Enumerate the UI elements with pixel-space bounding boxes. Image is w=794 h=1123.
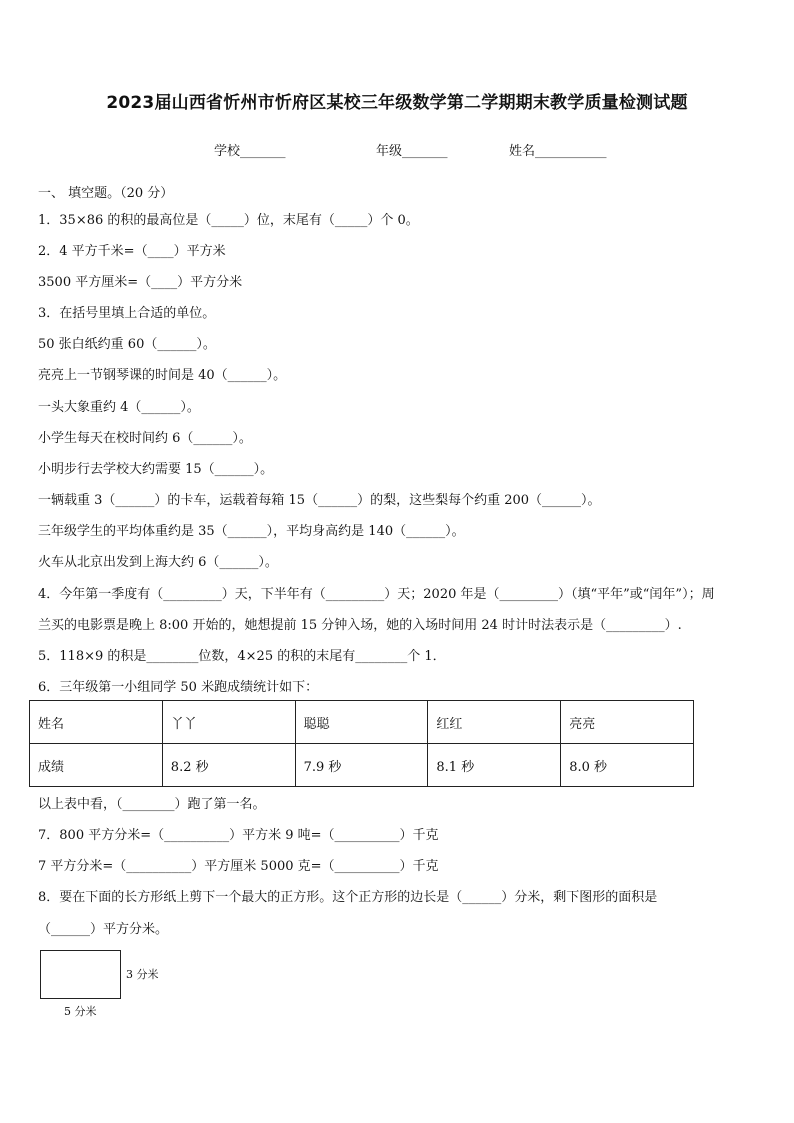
question-3-item: 小明步行去学校大约需要 15（______）。	[38, 462, 274, 477]
results-table	[29, 700, 694, 787]
question-6-prompt: 6．三年级第一小组同学 50 米跑成绩统计如下：	[38, 680, 319, 695]
table-row	[30, 701, 694, 744]
table-cell: 姓名	[30, 701, 163, 744]
table-cell: 7.9 秒	[295, 744, 428, 787]
question-3-item: 一头大象重约 4（______）。	[38, 400, 200, 415]
table-cell: 红红	[428, 701, 561, 744]
question-3-item: 小学生每天在校时间约 6（______）。	[38, 431, 252, 446]
rectangle-figure	[40, 950, 121, 999]
question-3-item: 三年级学生的平均体重约是 35（______），平均身高约是 140（______）。	[38, 524, 465, 539]
question-8-line-1: 8．要在下面的长方形纸上剪下一个最大的正方形。这个正方形的边长是（______）分米，剩下图形的面积是	[38, 890, 658, 905]
table-cell: 聪聪	[295, 701, 428, 744]
question-8-line-2: （______）平方分米。	[38, 922, 169, 937]
table-cell: 亮亮	[561, 701, 694, 744]
question-7-line-2: 7 平方分米=（__________）平方厘米 5000 克=（__________）千克	[38, 859, 439, 874]
school-field: 学校_______	[214, 144, 286, 159]
question-3-item: 一辆载重 3（______）的卡车，运载着每箱 15（______）的梨，这些梨每个约重 200（______）。	[38, 493, 601, 508]
rectangle-width-label: 5 分米	[64, 1005, 97, 1018]
question-2-line-1: 2．4 平方千米=（____）平方米	[38, 244, 226, 259]
page-title: 2023届山西省忻州市忻府区某校三年级数学第二学期期末教学质量检测试题	[106, 93, 688, 113]
table-cell: 成绩	[30, 744, 163, 787]
question-3-prompt: 3．在括号里填上合适的单位。	[38, 306, 216, 321]
table-cell: 8.0 秒	[561, 744, 694, 787]
table-row	[30, 744, 694, 787]
question-7-line-1: 7．800 平方分米=（__________）平方米 9 吨=（__________）千克	[38, 828, 439, 843]
question-4-line-1: 4．今年第一季度有（_________）天，下半年有（_________）天；2020 年是（_________）（填“平年”或“闰年”）；周	[38, 587, 715, 602]
question-1: 1．35×86 的积的最高位是（_____）位，末尾有（_____）个 0。	[38, 213, 419, 228]
grade-field: 年级_______	[376, 144, 448, 159]
rectangle-height-label: 3 分米	[126, 968, 159, 981]
name-field: 姓名___________	[509, 144, 607, 159]
question-3-item: 50 张白纸约重 60（______）。	[38, 337, 216, 352]
question-2-line-2: 3500 平方厘米=（____）平方分米	[38, 275, 243, 290]
section-heading: 一、 填空题。（20 分）	[38, 186, 174, 201]
question-3-item: 火车从北京出发到上海大约 6（______）。	[38, 555, 278, 570]
table-cell: 8.1 秒	[428, 744, 561, 787]
table-cell: 8.2 秒	[162, 744, 295, 787]
table-cell: 丫丫	[162, 701, 295, 744]
question-5: 5．118×9 的积是________位数，4×25 的积的末尾有________个 1．	[38, 649, 446, 664]
question-3-item: 亮亮上一节钢琴课的时间是 40（______）。	[38, 368, 287, 383]
question-4-line-2: 兰买的电影票是晚上 8:00 开始的，她想提前 15 分钟入场，她的入场时间用 24 时计时法表示是（_________）.	[38, 618, 682, 633]
question-6-answer: 以上表中看，（________）跑了第一名。	[38, 797, 266, 812]
